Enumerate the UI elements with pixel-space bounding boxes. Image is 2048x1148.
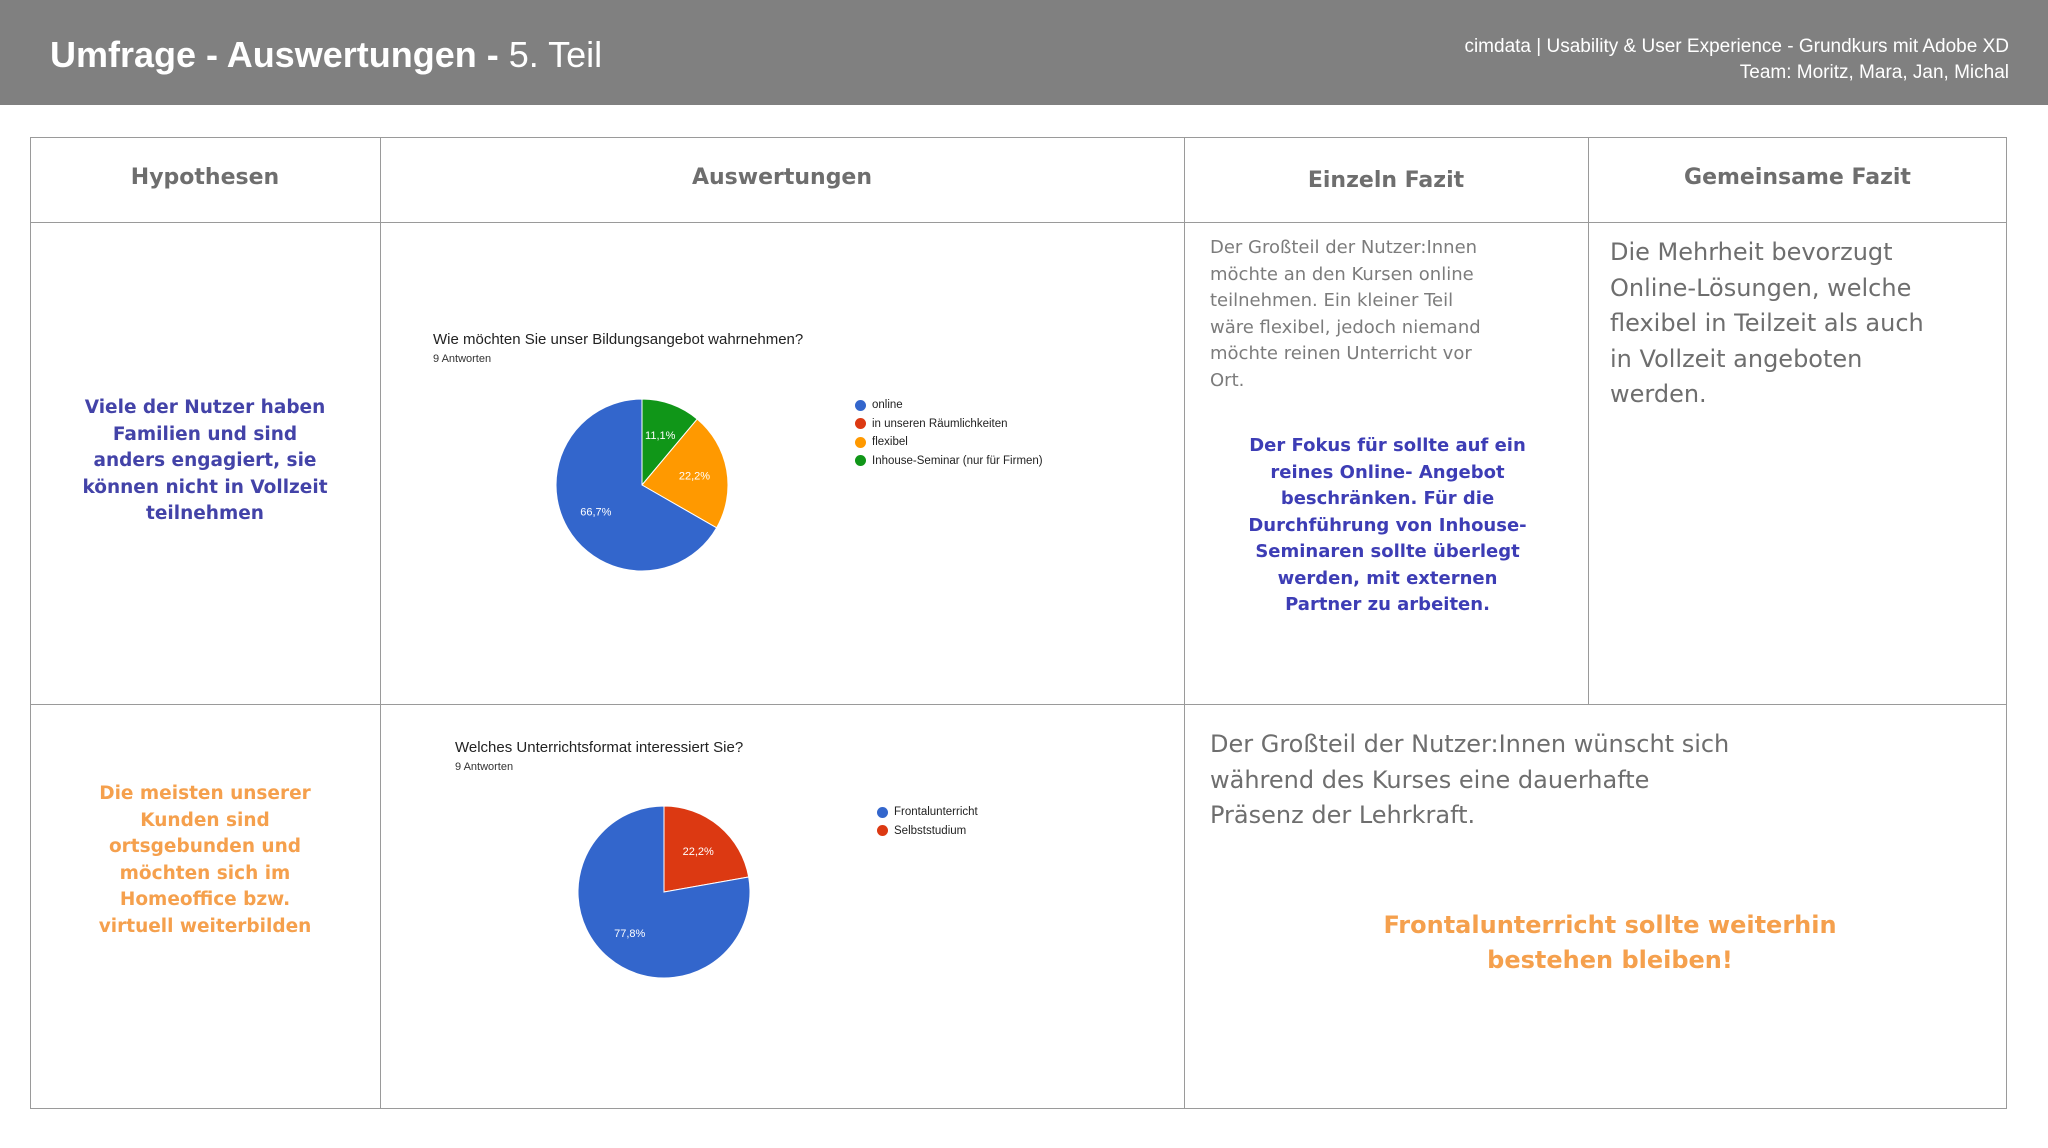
legend-item-selbststudium	[877, 822, 978, 841]
legend-swatch	[877, 807, 888, 818]
column-header-gemeinsame-fazit: Gemeinsame Fazit	[1684, 165, 1911, 190]
legend-label: Inhouse-Seminar (nur für Firmen)	[872, 454, 1043, 467]
header-bar	[0, 0, 2048, 105]
header-info	[1464, 34, 2009, 86]
chart-2-responses: 9 Antworten	[455, 761, 514, 773]
legend-swatch	[855, 418, 866, 429]
divider	[30, 704, 2007, 705]
divider	[380, 137, 381, 1109]
legend-label: Selbststudium	[894, 824, 967, 837]
chart-1-responses: 9 Antworten	[433, 353, 492, 365]
einzeln-fazit-1-conclusion: Der Fokus für sollte auf ein reines Online- Angebot beschränken. Für die Durchführung von Inhouse-Seminaren sollte überlegt werden, mit externen Partner zu arbeiten.	[1248, 435, 1527, 615]
fazit-2-text: Der Großteil der Nutzer:Innen wünscht sich während des Kurses eine dauerhafte Präsenz der Lehrkraft.	[1210, 730, 1730, 829]
legend-item-flexibel	[855, 433, 1043, 452]
column-header-auswertungen: Auswertungen	[691, 165, 873, 190]
pie-1-label-inhouse-seminar-nur-f-r-firmen: 11,1%	[645, 429, 676, 442]
legend-label: in unseren Räumlichkeiten	[872, 417, 1008, 430]
course-name: cimdata | Usability & User Experience - Grundkurs mit Adobe XD	[1464, 36, 2009, 57]
divider	[30, 222, 2007, 223]
fazit-2-conclusion: Frontalunterricht sollte weiterhin bestehen bleiben!	[1383, 911, 1837, 974]
pie-2-svg	[455, 739, 1155, 999]
legend-label: Frontalunterricht	[894, 806, 978, 819]
hypothesis-2: Die meisten unserer Kunden sind ortsgebunden und möchten sich im Homeoffice bzw. virtuell weiterbilden	[98, 783, 312, 937]
legend-swatch	[855, 400, 866, 411]
pie-chart-2	[455, 739, 1155, 999]
gemeinsame-fazit-1-text: Die Mehrheit bevorzugt Online-Lösungen, welche flexibel in Teilzeit als auch in Vollzeit angeboten werden.	[1610, 238, 1924, 408]
legend-swatch	[855, 437, 866, 448]
legend-swatch	[855, 455, 866, 466]
column-header-hypothesen: Hypothesen	[130, 165, 280, 190]
legend-label: flexibel	[872, 436, 908, 449]
legend-item-frontalunterricht	[877, 803, 978, 822]
chart-2-legend	[877, 803, 978, 840]
chart-2-question: Welches Unterrichtsformat interessiert Sie?	[455, 739, 744, 756]
page-title-bold: Umfrage - Auswertungen -	[50, 34, 499, 75]
legend-swatch	[877, 825, 888, 836]
hypothesis-1: Viele der Nutzer haben Familien und sind anders engagiert, sie können nicht in Vollzeit teilnehmen	[82, 397, 328, 524]
team-names: Team: Moritz, Mara, Jan, Michal	[1739, 62, 2009, 83]
legend-item-in-unseren-r-umlichkeiten	[855, 415, 1043, 434]
pie-1-svg	[433, 331, 1133, 631]
column-header-einzeln-fazit: Einzeln Fazit	[1307, 168, 1465, 193]
page-title-part: 5. Teil	[498, 34, 603, 75]
divider	[1184, 137, 1185, 1109]
chart-1-legend	[855, 396, 1043, 470]
page-title	[50, 34, 602, 76]
legend-item-online	[855, 396, 1043, 415]
pie-2-label-frontalunterricht: 77,8%	[614, 927, 646, 940]
legend-item-inhouse-seminar-nur-f-r-firmen	[855, 452, 1043, 471]
pie-1-label-flexibel: 22,2%	[678, 470, 711, 483]
chart-1-question: Wie möchten Sie unser Bildungsangebot wahrnehmen?	[433, 331, 804, 348]
legend-label: online	[872, 399, 903, 412]
pie-chart-1	[433, 331, 1133, 631]
pie-2-label-selbststudium: 22,2%	[682, 846, 714, 859]
einzeln-fazit-1-text: Der Großteil der Nutzer:Innen möchte an den Kursen online teilnehmen. Ein kleiner Teil wäre flexibel, jedoch niemand möchte reinen Unterricht vor Ort.	[1210, 237, 1481, 391]
pie-1-label-online: 66,7%	[580, 506, 612, 519]
